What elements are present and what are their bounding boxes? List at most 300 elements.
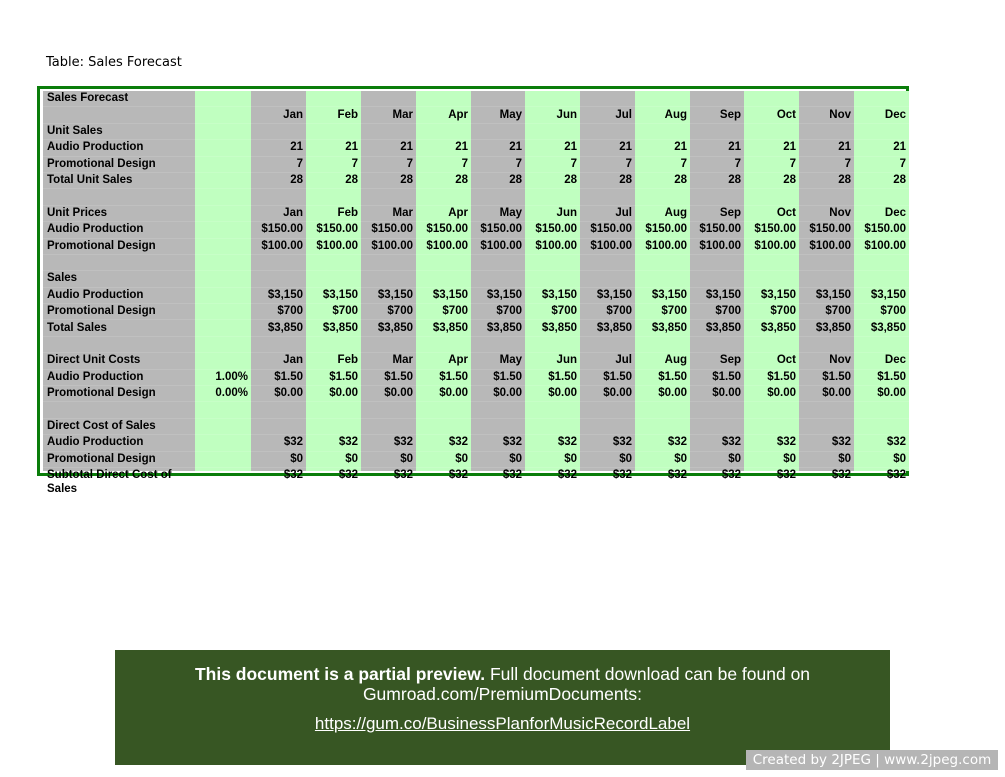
month-cell: $3,850: [690, 320, 744, 336]
month-cell: Jun: [525, 353, 580, 369]
month-cell: $32: [635, 467, 690, 497]
month-cell: $0.00: [525, 386, 580, 402]
month-cell: [635, 418, 690, 434]
month-cell: [306, 189, 361, 205]
month-cell: $150.00: [690, 222, 744, 238]
month-cell: [580, 418, 635, 434]
month-cell: Jan: [251, 353, 306, 369]
rate-cell: [195, 287, 251, 303]
month-cell: $150.00: [744, 222, 799, 238]
month-cell: $150.00: [580, 222, 635, 238]
month-cell: $150.00: [854, 222, 909, 238]
month-cell: [744, 123, 799, 139]
table-row: [43, 254, 909, 270]
month-cell: [580, 336, 635, 352]
month-cell: $700: [635, 304, 690, 320]
month-cell: [580, 189, 635, 205]
month-cell: [854, 271, 909, 287]
row-label: Subtotal Direct Cost of Sales: [43, 467, 195, 497]
row-label: Promotional Design: [43, 156, 195, 172]
month-cell: $150.00: [471, 222, 525, 238]
month-cell: [251, 336, 306, 352]
month-cell: $32: [854, 467, 909, 497]
month-cell: Mar: [361, 107, 416, 123]
month-cell: [361, 402, 416, 418]
row-label: Promotional Design: [43, 238, 195, 254]
month-cell: $0.00: [580, 386, 635, 402]
month-cell: 7: [635, 156, 690, 172]
month-cell: $100.00: [525, 238, 580, 254]
month-cell: Jul: [580, 205, 635, 221]
month-cell: $32: [799, 467, 854, 497]
month-cell: 21: [580, 140, 635, 156]
month-cell: [251, 189, 306, 205]
month-cell: 21: [416, 140, 471, 156]
month-cell: [690, 336, 744, 352]
rate-cell: [195, 123, 251, 139]
month-cell: [306, 402, 361, 418]
month-cell: Jun: [525, 107, 580, 123]
month-cell: [635, 254, 690, 270]
month-cell: 21: [690, 140, 744, 156]
month-cell: $32: [306, 467, 361, 497]
month-cell: Dec: [854, 205, 909, 221]
row-label: Promotional Design: [43, 386, 195, 402]
month-cell: $1.50: [854, 369, 909, 385]
month-cell: Nov: [799, 107, 854, 123]
row-label: Audio Production: [43, 287, 195, 303]
month-cell: [525, 254, 580, 270]
month-cell: [471, 123, 525, 139]
month-cell: [799, 91, 854, 107]
table-row: [43, 320, 909, 336]
month-cell: Aug: [635, 107, 690, 123]
month-cell: $700: [580, 304, 635, 320]
rate-cell: [195, 435, 251, 451]
rate-cell: [195, 238, 251, 254]
table-row: [43, 172, 909, 188]
month-cell: 28: [799, 172, 854, 188]
rate-cell: [195, 254, 251, 270]
month-cell: $0.00: [361, 386, 416, 402]
month-cell: $1.50: [744, 369, 799, 385]
month-cell: $700: [690, 304, 744, 320]
row-label: [43, 254, 195, 270]
rate-cell: [195, 467, 251, 497]
month-cell: [361, 189, 416, 205]
month-cell: $0.00: [635, 386, 690, 402]
month-cell: $32: [690, 467, 744, 497]
month-cell: $3,850: [854, 320, 909, 336]
month-cell: $3,850: [416, 320, 471, 336]
table-row: [43, 91, 909, 107]
month-cell: [306, 254, 361, 270]
month-cell: [690, 402, 744, 418]
month-cell: $3,150: [471, 287, 525, 303]
month-cell: $100.00: [635, 238, 690, 254]
month-cell: [251, 91, 306, 107]
month-cell: $1.50: [690, 369, 744, 385]
month-cell: 7: [525, 156, 580, 172]
preview-banner: [115, 650, 890, 765]
rate-cell: [195, 189, 251, 205]
month-cell: 28: [525, 172, 580, 188]
month-cell: $32: [361, 435, 416, 451]
month-cell: $0.00: [690, 386, 744, 402]
month-cell: Apr: [416, 107, 471, 123]
month-cell: [854, 402, 909, 418]
month-cell: 28: [744, 172, 799, 188]
month-cell: $0.00: [854, 386, 909, 402]
month-cell: $0.00: [799, 386, 854, 402]
month-cell: [251, 271, 306, 287]
month-cell: 28: [361, 172, 416, 188]
month-cell: Dec: [854, 107, 909, 123]
month-cell: [690, 189, 744, 205]
month-cell: $0.00: [416, 386, 471, 402]
table-row: [43, 140, 909, 156]
month-cell: $700: [525, 304, 580, 320]
month-cell: [306, 336, 361, 352]
month-cell: [580, 254, 635, 270]
table-caption: Table: Sales Forecast: [46, 55, 182, 70]
month-cell: [251, 254, 306, 270]
month-cell: [471, 336, 525, 352]
month-cell: 21: [306, 140, 361, 156]
month-cell: [416, 418, 471, 434]
table-row: [43, 238, 909, 254]
month-cell: [416, 254, 471, 270]
month-cell: Feb: [306, 205, 361, 221]
month-cell: $32: [525, 467, 580, 497]
month-cell: $150.00: [251, 222, 306, 238]
month-cell: 28: [580, 172, 635, 188]
table-row: [43, 287, 909, 303]
table-row: [43, 205, 909, 221]
month-cell: Aug: [635, 205, 690, 221]
month-cell: [799, 336, 854, 352]
preview-notice-bold: This document is a partial preview.: [194, 664, 486, 684]
table-row: [43, 189, 909, 205]
month-cell: 7: [361, 156, 416, 172]
month-cell: $1.50: [251, 369, 306, 385]
month-cell: [690, 418, 744, 434]
month-cell: $3,850: [635, 320, 690, 336]
month-cell: [690, 91, 744, 107]
month-cell: Oct: [744, 205, 799, 221]
month-cell: 28: [690, 172, 744, 188]
month-cell: $3,150: [744, 287, 799, 303]
month-cell: $0: [744, 451, 799, 467]
watermark: Created by 2JPEG | www.2jpeg.com: [746, 750, 998, 770]
month-cell: $32: [471, 467, 525, 497]
month-cell: [744, 254, 799, 270]
month-cell: 28: [635, 172, 690, 188]
month-cell: [744, 91, 799, 107]
month-cell: Apr: [416, 205, 471, 221]
month-cell: $3,150: [416, 287, 471, 303]
month-cell: Mar: [361, 205, 416, 221]
month-cell: [525, 123, 580, 139]
month-cell: 7: [799, 156, 854, 172]
month-cell: [361, 271, 416, 287]
month-cell: [416, 189, 471, 205]
month-cell: $32: [416, 435, 471, 451]
rate-cell: [195, 402, 251, 418]
month-cell: [306, 271, 361, 287]
month-cell: [580, 271, 635, 287]
month-cell: 21: [471, 140, 525, 156]
table-row: [43, 271, 909, 287]
month-cell: $700: [799, 304, 854, 320]
month-cell: [306, 123, 361, 139]
month-cell: $32: [690, 435, 744, 451]
month-cell: $150.00: [306, 222, 361, 238]
month-cell: $0: [690, 451, 744, 467]
month-cell: $0: [580, 451, 635, 467]
month-cell: [854, 418, 909, 434]
month-cell: [471, 418, 525, 434]
month-cell: $100.00: [361, 238, 416, 254]
rate-cell: [195, 271, 251, 287]
rate-cell: [195, 107, 251, 123]
month-cell: [416, 271, 471, 287]
month-cell: $3,150: [799, 287, 854, 303]
month-cell: $1.50: [580, 369, 635, 385]
month-cell: [471, 189, 525, 205]
month-cell: 21: [799, 140, 854, 156]
month-cell: [525, 189, 580, 205]
month-cell: [525, 402, 580, 418]
month-cell: [525, 271, 580, 287]
month-cell: $3,150: [690, 287, 744, 303]
month-cell: $3,850: [306, 320, 361, 336]
month-cell: 7: [471, 156, 525, 172]
month-cell: May: [471, 107, 525, 123]
month-cell: [361, 336, 416, 352]
row-label: [43, 189, 195, 205]
month-cell: 21: [854, 140, 909, 156]
month-cell: $1.50: [306, 369, 361, 385]
month-cell: $1.50: [471, 369, 525, 385]
month-cell: $150.00: [361, 222, 416, 238]
month-cell: [471, 91, 525, 107]
month-cell: $3,850: [471, 320, 525, 336]
month-cell: $700: [306, 304, 361, 320]
month-cell: [799, 418, 854, 434]
month-cell: [525, 418, 580, 434]
month-cell: Jan: [251, 205, 306, 221]
month-cell: [799, 271, 854, 287]
month-cell: $100.00: [416, 238, 471, 254]
month-cell: [854, 91, 909, 107]
month-cell: 7: [690, 156, 744, 172]
month-cell: 7: [416, 156, 471, 172]
rate-cell: [195, 418, 251, 434]
month-cell: [854, 123, 909, 139]
month-cell: $32: [471, 435, 525, 451]
month-cell: $3,150: [580, 287, 635, 303]
row-label: Audio Production: [43, 222, 195, 238]
month-cell: $3,150: [525, 287, 580, 303]
month-cell: $150.00: [799, 222, 854, 238]
month-cell: $32: [306, 435, 361, 451]
month-cell: $0: [251, 451, 306, 467]
month-cell: [251, 123, 306, 139]
table-row: [43, 222, 909, 238]
month-cell: Oct: [744, 107, 799, 123]
table-row: [43, 435, 909, 451]
month-cell: $1.50: [635, 369, 690, 385]
month-cell: 7: [854, 156, 909, 172]
month-cell: [744, 336, 799, 352]
month-cell: Jul: [580, 107, 635, 123]
month-cell: 21: [635, 140, 690, 156]
month-cell: $700: [251, 304, 306, 320]
month-cell: $700: [471, 304, 525, 320]
month-cell: [854, 336, 909, 352]
rate-cell: [195, 320, 251, 336]
month-cell: [580, 402, 635, 418]
month-cell: $0: [416, 451, 471, 467]
month-cell: $3,150: [635, 287, 690, 303]
month-cell: $100.00: [799, 238, 854, 254]
month-cell: Jul: [580, 353, 635, 369]
month-cell: $32: [416, 467, 471, 497]
rate-cell: [195, 156, 251, 172]
month-cell: $3,150: [854, 287, 909, 303]
row-label: Unit Prices: [43, 205, 195, 221]
month-cell: [361, 91, 416, 107]
month-cell: $100.00: [251, 238, 306, 254]
month-cell: Sep: [690, 107, 744, 123]
month-cell: $32: [251, 467, 306, 497]
table-row: [43, 107, 909, 123]
month-cell: [635, 336, 690, 352]
month-cell: 21: [251, 140, 306, 156]
row-label: Direct Unit Costs: [43, 353, 195, 369]
month-cell: [580, 123, 635, 139]
month-cell: 28: [306, 172, 361, 188]
table-row: [43, 402, 909, 418]
month-cell: [854, 189, 909, 205]
rate-cell: 0.00%: [195, 386, 251, 402]
table-row: [43, 304, 909, 320]
month-cell: [635, 402, 690, 418]
table-row: [43, 369, 909, 385]
month-cell: $150.00: [635, 222, 690, 238]
month-cell: [635, 91, 690, 107]
month-cell: $1.50: [525, 369, 580, 385]
month-cell: [690, 123, 744, 139]
month-cell: $3,850: [799, 320, 854, 336]
month-cell: [251, 402, 306, 418]
month-cell: [306, 91, 361, 107]
table-row: [43, 123, 909, 139]
preview-notice-text: Full document download can be found on Gumroad.com/PremiumDocuments:: [362, 664, 811, 704]
month-cell: Nov: [799, 205, 854, 221]
month-cell: $3,850: [361, 320, 416, 336]
preview-notice: [115, 664, 890, 704]
month-cell: 7: [744, 156, 799, 172]
month-cell: [854, 254, 909, 270]
month-cell: [251, 418, 306, 434]
month-cell: $0.00: [306, 386, 361, 402]
month-cell: 28: [471, 172, 525, 188]
month-cell: [416, 402, 471, 418]
month-cell: Mar: [361, 353, 416, 369]
month-cell: $0.00: [744, 386, 799, 402]
month-cell: $0: [471, 451, 525, 467]
month-cell: $1.50: [416, 369, 471, 385]
month-cell: $32: [251, 435, 306, 451]
month-cell: $100.00: [580, 238, 635, 254]
table-row: [43, 451, 909, 467]
month-cell: 7: [306, 156, 361, 172]
row-label: Unit Sales: [43, 123, 195, 139]
month-cell: [525, 336, 580, 352]
month-cell: $0: [525, 451, 580, 467]
month-cell: Sep: [690, 353, 744, 369]
rate-cell: [195, 222, 251, 238]
month-cell: Feb: [306, 107, 361, 123]
month-cell: [799, 123, 854, 139]
month-cell: 21: [744, 140, 799, 156]
month-cell: $700: [744, 304, 799, 320]
month-cell: [744, 402, 799, 418]
month-cell: $0: [306, 451, 361, 467]
month-cell: $3,850: [525, 320, 580, 336]
month-cell: [744, 271, 799, 287]
month-cell: $0.00: [471, 386, 525, 402]
month-cell: $150.00: [416, 222, 471, 238]
download-link[interactable]: https://gum.co/BusinessPlanforMusicRecordLabel: [314, 714, 691, 733]
table-row: [43, 336, 909, 352]
rate-cell: [195, 353, 251, 369]
row-label: Audio Production: [43, 369, 195, 385]
row-label: Total Unit Sales: [43, 172, 195, 188]
month-cell: Dec: [854, 353, 909, 369]
month-cell: Sep: [690, 205, 744, 221]
month-cell: $32: [635, 435, 690, 451]
rate-cell: [195, 91, 251, 107]
row-label: Sales Forecast: [43, 91, 195, 107]
row-label: Direct Cost of Sales: [43, 418, 195, 434]
month-cell: [361, 123, 416, 139]
table-row: [43, 467, 909, 497]
month-cell: [471, 254, 525, 270]
month-cell: [690, 254, 744, 270]
table-row: [43, 386, 909, 402]
month-cell: $3,150: [251, 287, 306, 303]
row-label: Total Sales: [43, 320, 195, 336]
month-cell: $700: [854, 304, 909, 320]
month-cell: 28: [251, 172, 306, 188]
rate-cell: [195, 172, 251, 188]
month-cell: [416, 336, 471, 352]
month-cell: $32: [580, 435, 635, 451]
month-cell: $0: [635, 451, 690, 467]
month-cell: [744, 418, 799, 434]
month-cell: 28: [854, 172, 909, 188]
month-cell: [525, 91, 580, 107]
month-cell: $700: [416, 304, 471, 320]
month-cell: $0: [799, 451, 854, 467]
month-cell: Nov: [799, 353, 854, 369]
month-cell: $32: [744, 467, 799, 497]
month-cell: May: [471, 205, 525, 221]
month-cell: $0.00: [251, 386, 306, 402]
